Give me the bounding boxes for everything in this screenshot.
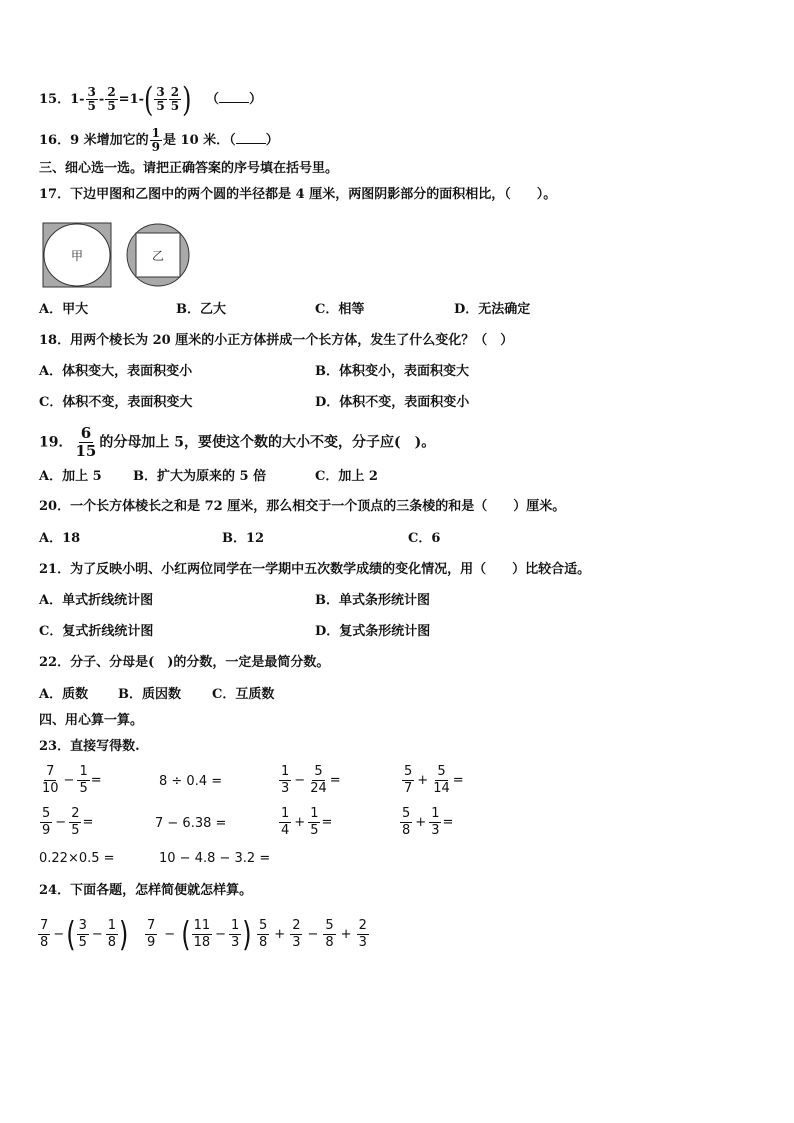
question-21: 21．为了反映小明、小红两位同学在一学期中五次数学成绩的变化情况，用（ ）比较合适。 [39, 562, 591, 577]
expr-24-2: $\frac{7}{9}$ − ( $\frac{11}{18}$ − $\frac{1}{3}$ ) [147, 914, 252, 955]
calc-23-2: 8 ÷ 0.4 = [159, 774, 223, 789]
question-24: 24．下面各题，怎样简便就怎样算。 [39, 883, 253, 898]
option-18-c[interactable]: C．体积不变，表面积变大 [39, 395, 193, 410]
option-21-b[interactable]: B．单式条形统计图 [315, 593, 430, 608]
figure-yi-label: 乙 [151, 249, 165, 263]
option-17-c[interactable]: C．相等 [315, 302, 365, 317]
fraction: $\frac{3}{5}$ [156, 85, 165, 113]
option-19-c[interactable]: C．加上 2 [315, 469, 378, 484]
option-20-b[interactable]: B．12 [222, 531, 265, 546]
section-3-heading: 三、细心选一选。请把正确答案的序号填在括号里。 [39, 161, 339, 176]
option-21-a[interactable]: A．单式折线统计图 [39, 593, 154, 608]
question-18: 18．用两个棱长为 20 厘米的小正方体拼成一个长方体，发生了什么变化？（ ） [39, 333, 514, 348]
fraction: $\frac{2}{5}$ [107, 85, 116, 113]
question-23: 23．直接写得数. [39, 739, 140, 754]
option-19-a[interactable]: A．加上 5 [39, 469, 102, 484]
option-17-a[interactable]: A．甲大 [39, 302, 89, 317]
calc-23-5: $\frac{5}{9}$ − $\frac{2}{5}$ = [42, 806, 94, 838]
option-19-b[interactable]: B．扩大为原来的 5 倍 [133, 469, 267, 484]
fraction: $\frac{2}{5}$ [170, 85, 180, 113]
expr-24-3: $\frac{5}{8}$ + $\frac{2}{3}$ − $\frac{5}{8}$ + $\frac{2}{3}$ [259, 918, 367, 950]
option-17-d[interactable]: D．无法确定 [454, 302, 531, 317]
calc-23-7: $\frac{1}{4}$ + $\frac{1}{5}$ = [281, 806, 333, 838]
expr-24-1: $\frac{7}{8}$ − ( $\frac{3}{5}$ − $\frac{1}{8}$ ) [40, 914, 129, 955]
calc-23-4: $\frac{5}{7}$ + $\frac{5}{14}$ = [404, 764, 464, 796]
question-19: 19． $\frac{6}{15}$ 的分母加上 5，要使这个数的大小不变，分子应( )。 [39, 424, 436, 460]
question-20: 20．一个长方体棱长之和是 72 厘米，那么相交于一个顶点的三条棱的和是（ ）厘米。 [39, 499, 566, 514]
option-22-b[interactable]: B．质因数 [118, 687, 181, 702]
fraction: $\frac{3}{5}$ [87, 85, 96, 113]
figure-jia-label: 甲 [70, 249, 84, 263]
calc-23-8: $\frac{5}{8}$ + $\frac{1}{3}$ = [402, 806, 454, 838]
answer-blank[interactable] [219, 90, 249, 103]
option-21-c[interactable]: C．复式折线统计图 [39, 624, 154, 639]
option-21-d[interactable]: D．复式条形统计图 [315, 624, 431, 639]
fraction: $\frac{1}{9}$ [151, 126, 161, 154]
question-15: 15．1- $\frac{3}{5}$ - $\frac{2}{5}$ =1-( $\frac{3}{5}$ $\frac{2}{5}$ ) （ ） [39, 79, 263, 120]
question-17: 17．下边甲图和乙图中的两个圆的半径都是 4 厘米，两图阴影部分的面积相比，（ ）。 [39, 187, 557, 202]
figure-yi [125, 222, 191, 288]
calc-23-9: 0.22×0.5 = [39, 851, 115, 866]
calc-23-10: 10 − 4.8 − 3.2 = [159, 851, 271, 866]
option-20-a[interactable]: A．18 [39, 531, 81, 546]
calc-23-6: 7 − 6.38 = [155, 816, 227, 831]
answer-blank[interactable] [236, 131, 266, 144]
option-22-a[interactable]: A．质数 [39, 687, 89, 702]
figure-jia [42, 222, 112, 288]
option-18-a[interactable]: A．体积变大，表面积变小 [39, 364, 193, 379]
calc-23-1: $\frac{7}{10}$ − $\frac{1}{5}$ = [42, 764, 102, 796]
question-22: 22．分子、分母是( )的分数，一定是最简分数。 [39, 655, 330, 670]
option-22-c[interactable]: C．互质数 [212, 687, 275, 702]
option-17-b[interactable]: B．乙大 [176, 302, 226, 317]
calc-23-3: $\frac{1}{3}$ − $\frac{5}{24}$ = [281, 764, 341, 796]
option-20-c[interactable]: C．6 [408, 531, 441, 546]
section-4-heading: 四、用心算一算。 [39, 713, 144, 728]
option-18-b[interactable]: B．体积变小，表面积变大 [315, 364, 469, 379]
question-16: 16．9 米增加它的 $\frac{1}{9}$ 是 10 米．（ ） [39, 126, 279, 154]
option-18-d[interactable]: D．体积不变，表面积变小 [315, 395, 470, 410]
fraction: $\frac{6}{15}$ [75, 424, 97, 460]
